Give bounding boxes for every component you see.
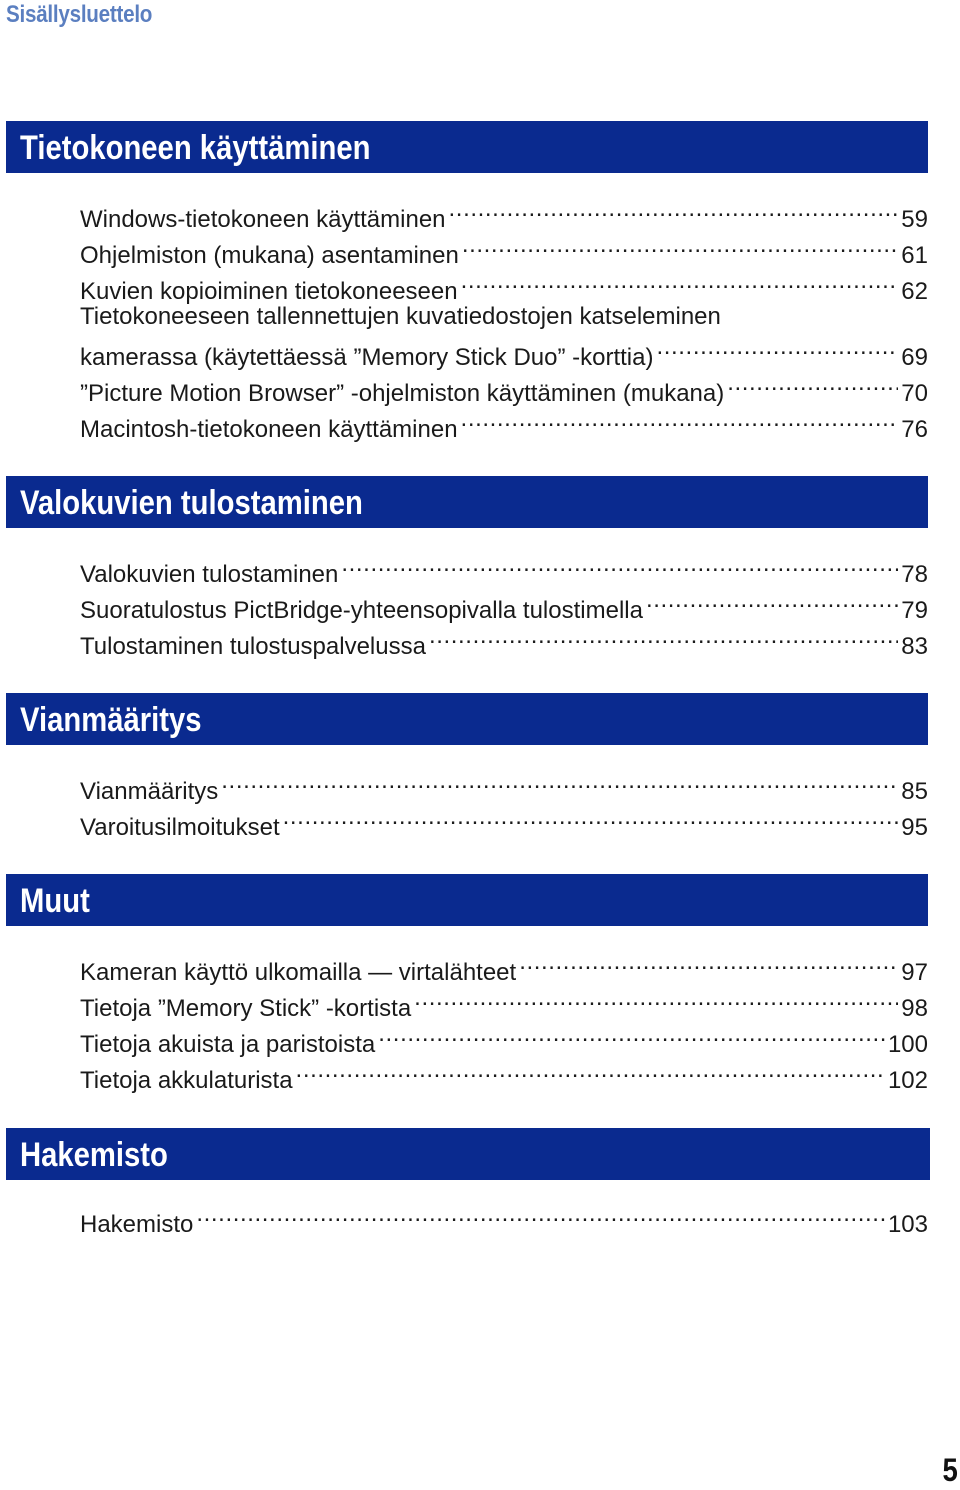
dot-leader xyxy=(378,1016,885,1052)
dot-leader xyxy=(461,401,899,437)
toc-entry-label: Valokuvien tulostaminen xyxy=(80,561,339,588)
dot-leader xyxy=(656,329,898,365)
dot-leader xyxy=(283,799,899,835)
toc-entry-list xyxy=(6,944,928,1094)
toc-entry-label: Tietoja ”Memory Stick” -kortista xyxy=(80,995,412,1022)
section-heading: Muut xyxy=(20,882,90,920)
section-heading: Vianmääritys xyxy=(20,701,202,739)
toc-entry-label: Kuvien kopioiminen tietokoneeseen xyxy=(80,278,458,305)
dot-leader xyxy=(519,944,898,980)
toc-entry-page: 100 xyxy=(887,1031,928,1058)
toc-entry-page: 79 xyxy=(901,597,928,624)
toc-entry[interactable] xyxy=(80,944,928,986)
dot-leader xyxy=(727,365,898,401)
dot-leader xyxy=(462,227,898,263)
toc-entry-label: Kameran käyttö ulkomailla — virtalähteet xyxy=(80,959,517,986)
toc-entry-page: 83 xyxy=(901,633,928,660)
toc-entry-label: Macintosh-tietokoneen käyttäminen xyxy=(80,416,458,443)
toc-entry[interactable] xyxy=(80,191,928,233)
page-number: 5 xyxy=(942,1452,958,1488)
section-heading: Tietokoneen käyttäminen xyxy=(20,129,371,167)
toc-entry-label: kamerassa (käytettäessä ”Memory Stick Duo” -korttia) xyxy=(80,344,654,371)
section-heading-bar xyxy=(6,121,928,173)
toc-entry-list xyxy=(6,546,928,660)
toc-entry-label: Tulostaminen tulostuspalvelussa xyxy=(80,633,426,660)
section-muut xyxy=(6,874,928,1094)
toc-entry-label: Tietoja akkulaturista xyxy=(80,1067,293,1094)
toc-entry-page: 95 xyxy=(901,814,928,841)
section-heading: Valokuvien tulostaminen xyxy=(20,484,363,522)
section-heading-bar xyxy=(6,693,928,745)
page-header-title: Sisällysluettelo xyxy=(6,1,153,28)
section-hakemisto xyxy=(6,1128,930,1238)
toc-entry-page: 76 xyxy=(901,416,928,443)
section-heading: Hakemisto xyxy=(20,1136,168,1174)
toc-entry-page: 97 xyxy=(901,959,928,986)
toc-entry-page: 85 xyxy=(901,778,928,805)
toc-entry-label: Windows-tietokoneen käyttäminen xyxy=(80,206,446,233)
dot-leader xyxy=(221,763,898,799)
dot-leader xyxy=(296,1052,885,1088)
toc-entry-page: 62 xyxy=(901,278,928,305)
toc-entry-label: Varoitusilmoitukset xyxy=(80,814,280,841)
toc-entry-label: Vianmääritys xyxy=(80,778,219,805)
toc-entry-label: Hakemisto xyxy=(80,1211,194,1238)
toc-entry-list xyxy=(6,1196,930,1238)
toc-entry-label: Suoratulostus PictBridge-yhteensopivalla tulostimella xyxy=(80,597,643,624)
toc-entry[interactable] xyxy=(80,546,928,588)
toc-entry[interactable] xyxy=(80,302,928,371)
toc-entry[interactable] xyxy=(80,763,928,805)
dot-leader xyxy=(414,980,898,1016)
toc-entry-page: 59 xyxy=(901,206,928,233)
section-tietokoneen-kayttaminen xyxy=(6,121,928,443)
dot-leader xyxy=(461,263,899,299)
toc-entry[interactable] xyxy=(80,1196,928,1238)
toc-entry-list xyxy=(6,763,928,841)
toc-entry-page: 103 xyxy=(887,1211,928,1238)
dot-leader xyxy=(646,582,898,618)
toc-entry-page: 69 xyxy=(901,344,928,371)
toc-entry-page: 102 xyxy=(887,1067,928,1094)
toc-entry-page: 98 xyxy=(901,995,928,1022)
dot-leader xyxy=(449,191,899,227)
toc-entry-page: 70 xyxy=(901,380,928,407)
toc-entry-page: 61 xyxy=(901,242,928,269)
toc-entry-list xyxy=(6,191,928,443)
toc-entry-label: Ohjelmiston (mukana) asentaminen xyxy=(80,242,459,269)
dot-leader xyxy=(429,618,898,654)
dot-leader xyxy=(341,546,898,582)
toc-entry-label: Tietoja akuista ja paristoista xyxy=(80,1031,376,1058)
dot-leader xyxy=(196,1196,885,1232)
section-heading-bar xyxy=(6,476,928,528)
section-valokuvien-tulostaminen xyxy=(6,476,928,660)
toc-entry-page: 78 xyxy=(901,561,928,588)
toc-entry-label-line1: Tietokoneeseen tallennettujen kuvatiedostojen katseleminen xyxy=(80,303,721,330)
section-vianmaaritys xyxy=(6,693,928,841)
section-heading-bar xyxy=(6,1128,930,1180)
toc-entry-label: ”Picture Motion Browser” -ohjelmiston käyttäminen (mukana) xyxy=(80,380,725,407)
section-heading-bar xyxy=(6,874,928,926)
